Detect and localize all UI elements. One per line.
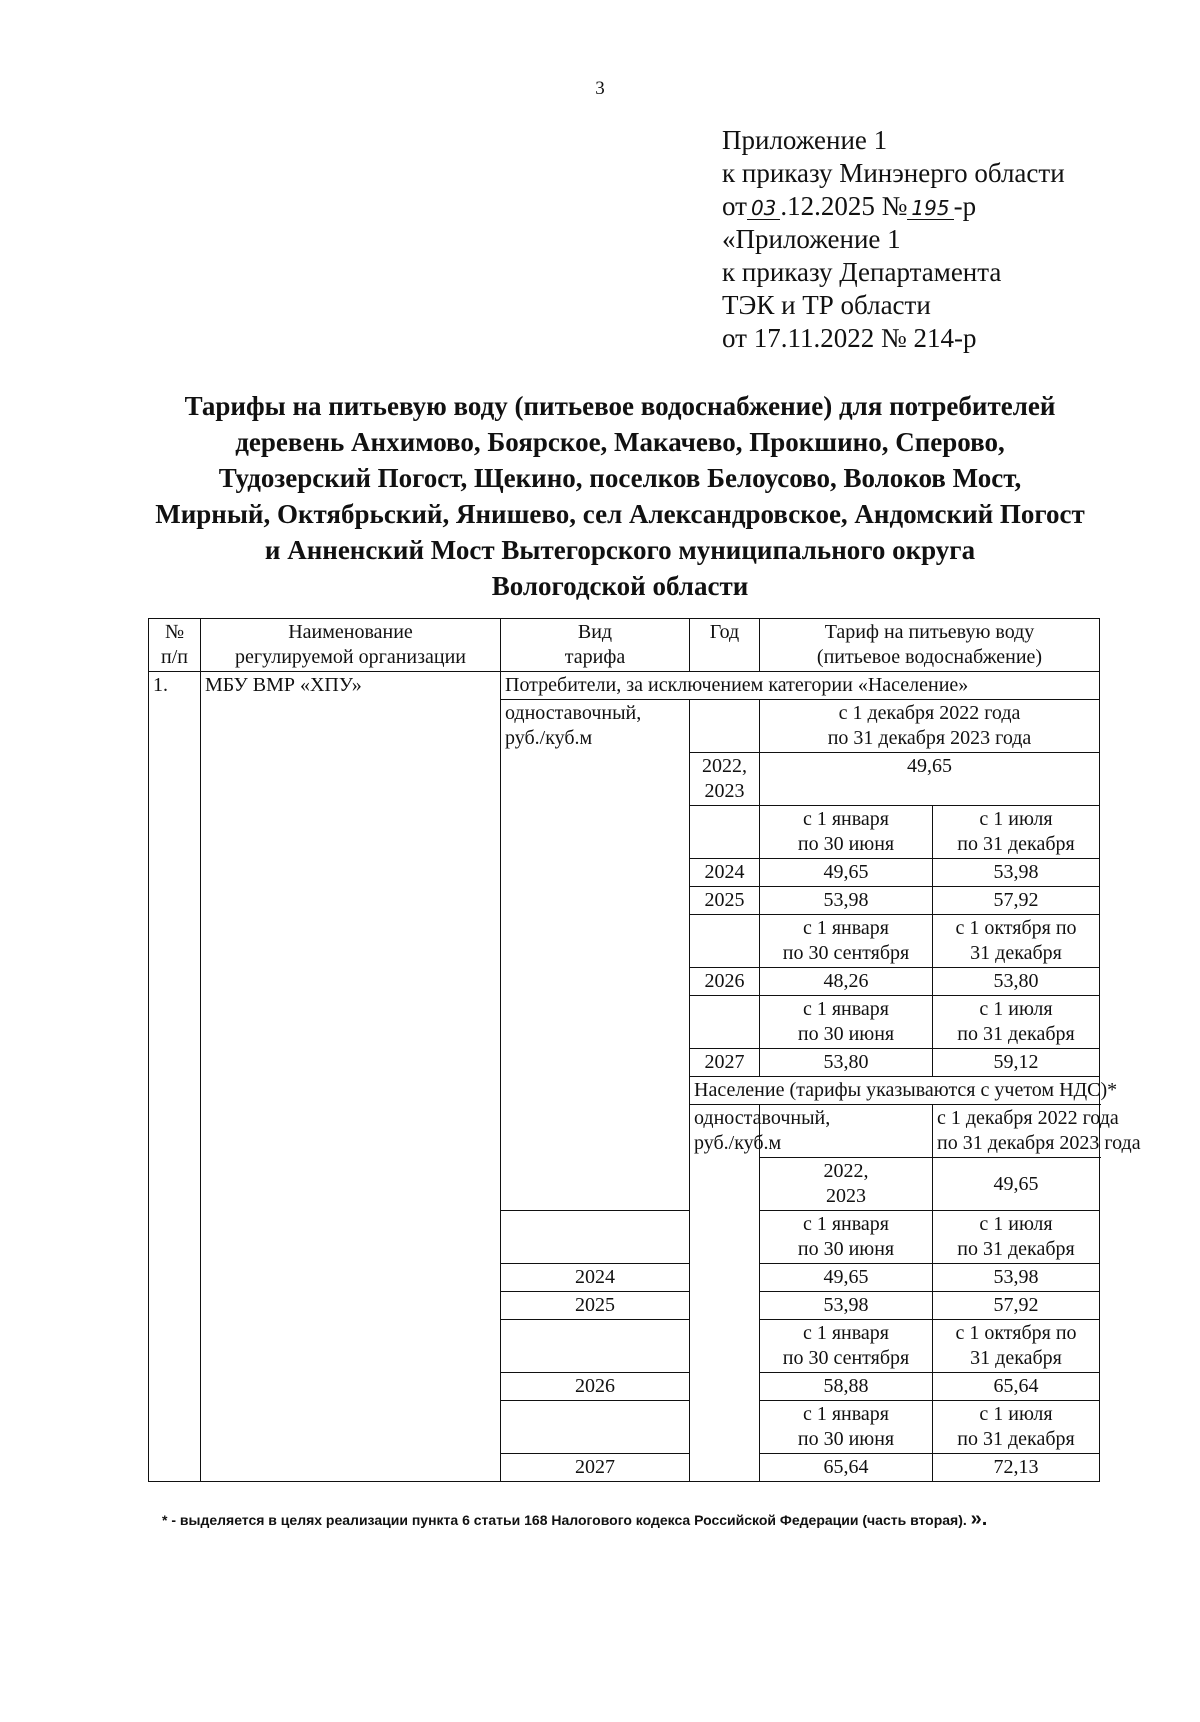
value-cell: 49,65 xyxy=(760,753,1100,806)
period-cell: с 1 января по 30 июня xyxy=(760,806,933,859)
year-cell-empty xyxy=(690,700,760,753)
value-cell: 49,65 xyxy=(760,1264,933,1292)
value-cell: 53,98 xyxy=(933,1264,1100,1292)
table-row xyxy=(149,672,1100,700)
value-cell: 57,92 xyxy=(933,887,1100,915)
value-cell: 57,92 xyxy=(933,1292,1100,1320)
year-cell-empty xyxy=(501,1401,690,1454)
value-cell: 65,64 xyxy=(760,1454,933,1482)
tariff-type-cell: одноставочный, руб./куб.м xyxy=(690,1105,760,1482)
appendix-text: .12.2025 № xyxy=(780,191,908,221)
title-line: Мирный, Октябрьский, Янишево, сел Александровское, Андомский Погост xyxy=(155,499,1085,529)
header-cell: Наименование регулируемой организации xyxy=(201,619,501,672)
tariff-table xyxy=(148,618,1141,1482)
table-header-row xyxy=(149,619,1100,672)
period-cell: с 1 октября по 31 декабря xyxy=(933,915,1100,968)
year-cell: 2022, 2023 xyxy=(690,753,760,806)
year-cell: 2025 xyxy=(501,1292,690,1320)
period-cell: с 1 января по 30 сентября xyxy=(760,915,933,968)
appendix-order-date xyxy=(722,190,1065,223)
value-cell: 58,88 xyxy=(760,1373,933,1401)
period-cell: с 1 июля по 31 декабря xyxy=(933,1401,1100,1454)
value-cell: 65,64 xyxy=(933,1373,1100,1401)
title-line: Тарифы на питьевую воду (питьевое водоснабжение) для потребителей xyxy=(184,391,1056,421)
appendix-line: «Приложение 1 xyxy=(722,224,901,254)
value-cell: 49,65 xyxy=(760,859,933,887)
footnote xyxy=(162,1508,1122,1531)
year-cell: 2027 xyxy=(501,1454,690,1482)
appendix-text: -р xyxy=(953,191,977,221)
appendix-line: к приказу Минэнерго области xyxy=(722,158,1065,188)
appendix-line: ТЭК и ТР области xyxy=(722,290,931,320)
period-cell: с 1 января по 30 июня xyxy=(760,1401,933,1454)
year-cell-empty xyxy=(690,915,760,968)
value-cell: 53,80 xyxy=(760,1049,933,1077)
title-line: Тудозерский Погост, Щекино, поселков Белоусово, Волоков Мост, xyxy=(218,463,1022,493)
handwritten-number: 195 xyxy=(907,197,953,220)
row-number: 1. xyxy=(149,672,201,1482)
period-cell: с 1 декабря 2022 года по 31 декабря 2023 года xyxy=(933,1105,1100,1158)
period-cell: с 1 января по 30 июня xyxy=(760,996,933,1049)
year-cell-empty xyxy=(690,806,760,859)
value-cell: 48,26 xyxy=(760,968,933,996)
footnote-text: * - выделяется в целях реализации пункта 6 статьи 168 Налогового кодекса Российской Федерации (часть вторая). xyxy=(162,1512,971,1528)
year-cell: 2024 xyxy=(501,1264,690,1292)
value-cell: 53,98 xyxy=(933,859,1100,887)
year-cell: 2026 xyxy=(501,1373,690,1401)
year-cell: 2025 xyxy=(690,887,760,915)
period-cell: с 1 декабря 2022 года по 31 декабря 2023 года xyxy=(760,700,1100,753)
title-line: деревень Анхимово, Боярское, Макачево, Прокшино, Сперово, xyxy=(235,427,1005,457)
page-number: 3 xyxy=(595,78,605,99)
period-cell: с 1 января по 30 июня xyxy=(760,1211,933,1264)
year-cell: 2024 xyxy=(690,859,760,887)
appendix-line: от 17.11.2022 № 214-р xyxy=(722,323,977,353)
header-cell: № п/п xyxy=(149,619,201,672)
period-cell: с 1 января по 30 сентября xyxy=(760,1320,933,1373)
title-line: и Анненский Мост Вытегорского муниципального округа xyxy=(264,535,976,565)
value-cell: 53,80 xyxy=(933,968,1100,996)
tariff-type-cell: одноставочный, руб./куб.м xyxy=(501,700,690,1211)
value-cell: 49,65 xyxy=(933,1158,1100,1211)
organization-name: МБУ ВМР «ХПУ» xyxy=(201,672,501,1482)
header-cell: Год xyxy=(690,619,760,672)
value-cell: 72,13 xyxy=(933,1454,1100,1482)
year-cell-empty xyxy=(690,996,760,1049)
category-cell: Потребители, за исключением категории «Население» xyxy=(501,672,1100,700)
year-cell: 2022, 2023 xyxy=(760,1158,933,1211)
appendix-line: Приложение 1 xyxy=(722,125,888,155)
value-cell: 53,98 xyxy=(760,1292,933,1320)
year-cell-empty xyxy=(501,1320,690,1373)
value-cell: 53,98 xyxy=(760,887,933,915)
title-line: Вологодской области xyxy=(491,571,749,601)
period-cell: с 1 июля по 31 декабря xyxy=(933,1211,1100,1264)
period-cell: с 1 июля по 31 декабря xyxy=(933,996,1100,1049)
handwritten-day: 03 xyxy=(747,197,780,220)
period-cell: с 1 июля по 31 декабря xyxy=(933,806,1100,859)
document-title xyxy=(120,388,1120,604)
footnote-closing-quote: ». xyxy=(970,1508,988,1530)
appendix-text: от xyxy=(722,191,747,221)
year-cell: 2027 xyxy=(690,1049,760,1077)
appendix-block xyxy=(722,124,1065,355)
category-cell: Население (тарифы указываются с учетом НДС)* xyxy=(690,1077,1100,1105)
period-cell: с 1 октября по 31 декабря xyxy=(933,1320,1100,1373)
header-cell: Вид тарифа xyxy=(501,619,690,672)
year-cell: 2026 xyxy=(690,968,760,996)
header-cell: Тариф на питьевую воду (питьевое водоснабжение) xyxy=(760,619,1100,672)
value-cell: 59,12 xyxy=(933,1049,1100,1077)
appendix-line: к приказу Департамента xyxy=(722,257,1002,287)
year-cell-empty xyxy=(501,1211,690,1264)
